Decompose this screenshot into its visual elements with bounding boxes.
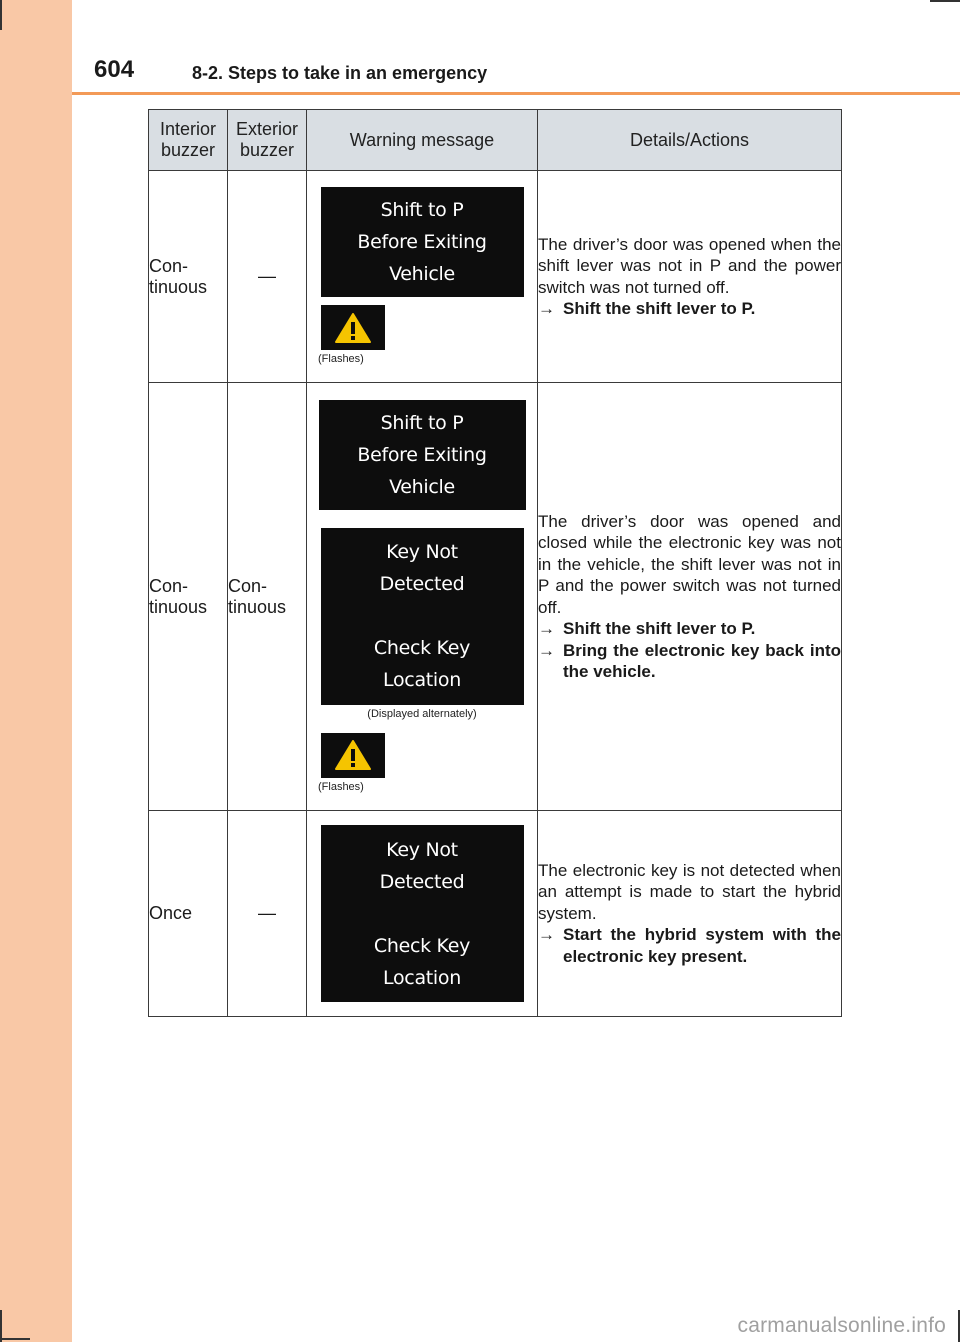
warning-triangle-icon	[334, 312, 372, 344]
action-item: → Bring the electronic key back into the vehicle.	[538, 640, 841, 681]
screen-line: Detected	[379, 573, 465, 595]
exterior-buzzer-cell: —	[228, 171, 307, 383]
screen-line: Shift to P	[380, 411, 464, 434]
display-screen	[321, 528, 524, 705]
exterior-buzzer-cell: Con-tinuous	[228, 383, 307, 811]
column-header-exterior-buzzer: Exterior buzzer	[228, 110, 307, 171]
interior-buzzer-cell: Once	[149, 811, 228, 1017]
table-row	[149, 383, 842, 811]
screen-line: Before Exiting	[357, 443, 487, 466]
warning-light-box	[321, 305, 385, 350]
side-color-band	[0, 0, 72, 1342]
action-item: → Shift the shift lever to P.	[538, 299, 756, 318]
table-row	[149, 811, 842, 1017]
crop-mark-top-left	[0, 0, 2, 30]
section-title: 8-2. Steps to take in an emergency	[192, 63, 488, 83]
icon-caption: (Flashes)	[318, 780, 364, 793]
warning-message-table	[148, 109, 842, 1017]
details-text: The electronic key is not detected when an attempt is made to start the hybrid system.	[538, 860, 841, 923]
arrow-icon: →	[538, 925, 555, 945]
screen-line: Vehicle	[389, 263, 455, 285]
screen-line: Check Key	[373, 934, 471, 957]
screen-line: Vehicle	[389, 475, 455, 498]
crop-mark-top-right	[930, 0, 960, 2]
details-text: The driver’s door was opened when the shift lever was not in P and the power switch was not turned off.	[538, 234, 841, 297]
warning-message-cell	[307, 383, 538, 811]
warning-light-box	[321, 733, 385, 778]
screen-line: Location	[383, 669, 461, 691]
column-header-interior-buzzer: Interior buzzer	[149, 110, 228, 171]
screen-line: Shift to P	[380, 199, 464, 221]
warning-triangle-icon	[334, 739, 372, 771]
warning-message-cell	[307, 171, 538, 383]
arrow-icon: →	[538, 299, 555, 318]
screen-line: Key Not	[386, 541, 458, 563]
crop-mark-bottom-left-h	[0, 1338, 30, 1340]
display-screen	[319, 400, 526, 510]
table-row	[149, 171, 842, 383]
header-rule	[72, 92, 960, 95]
column-header-warning-message: Warning message	[307, 110, 538, 171]
screen-line: Before Exiting	[357, 231, 487, 253]
screen-line: Check Key	[373, 637, 471, 659]
screen-line: Detected	[379, 870, 465, 893]
screen-line: Location	[383, 966, 461, 989]
display-screen	[321, 825, 524, 1002]
warning-message-cell	[307, 811, 538, 1017]
table-header-row	[149, 110, 842, 171]
details-cell	[538, 171, 842, 383]
action-item: → Start the hybrid system with the electronic key present.	[538, 925, 841, 966]
details-cell	[538, 811, 842, 1017]
action-item: → Shift the shift lever to P.	[538, 619, 756, 638]
screen-line: Key Not	[386, 838, 458, 861]
page-number: 604	[94, 56, 135, 83]
interior-buzzer-cell: Con-tinuous	[149, 171, 228, 383]
watermark: carmanualsonline.info	[737, 1314, 946, 1337]
screens-caption: (Displayed alternately)	[367, 707, 477, 720]
arrow-icon: →	[538, 619, 555, 638]
column-header-details-actions: Details/Actions	[538, 110, 842, 171]
details-cell	[538, 383, 842, 811]
icon-caption: (Flashes)	[318, 353, 364, 365]
interior-buzzer-cell: Con-tinuous	[149, 383, 228, 811]
exterior-buzzer-cell: —	[228, 811, 307, 1017]
display-screen	[321, 187, 524, 297]
details-text: The driver’s door was opened and closed while the electronic key was not in the vehicle, the shift lever was not in P and the power switch was not turned off.	[538, 511, 841, 617]
arrow-icon: →	[538, 640, 555, 660]
page-header	[72, 52, 960, 92]
